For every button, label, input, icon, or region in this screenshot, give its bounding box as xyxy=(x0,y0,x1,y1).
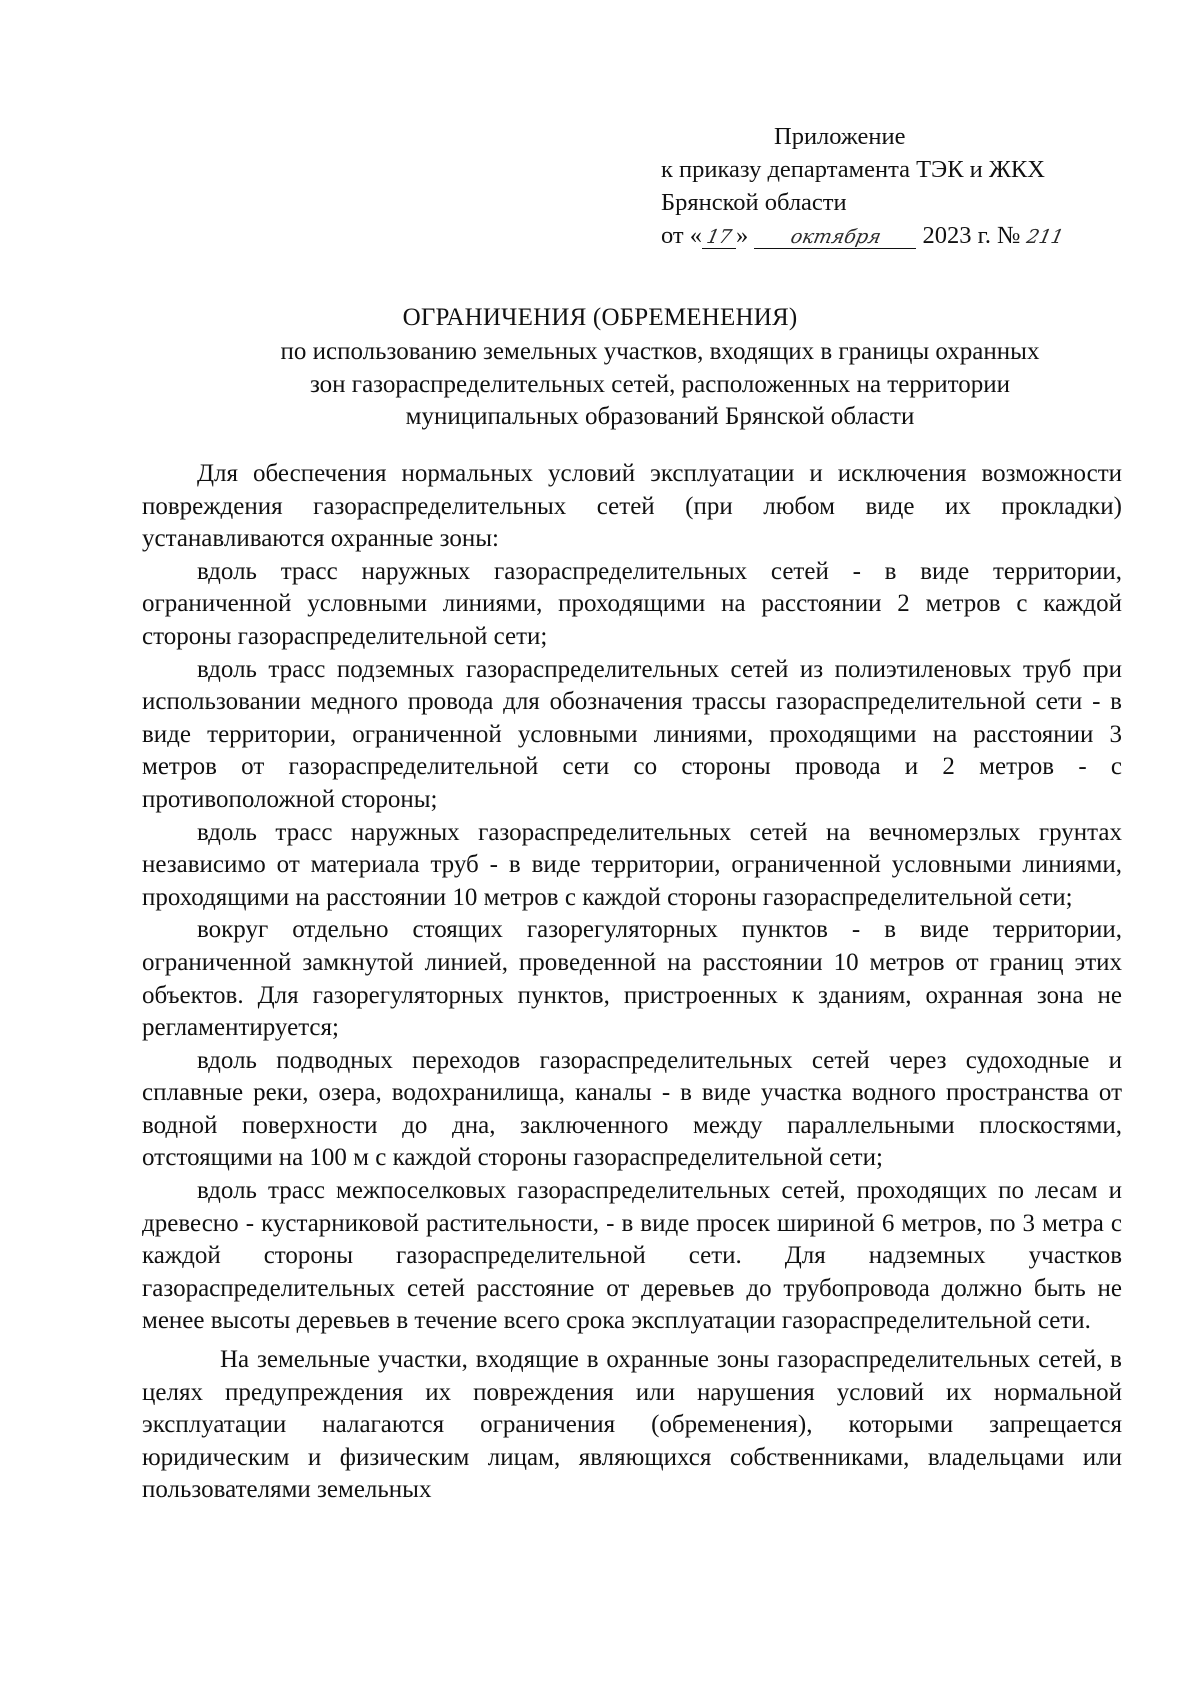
body-paragraph-restrictions: На земельные участки, входящие в охранные зоны газораспределительных сетей, в целях предупреждения их повреждения или нарушения условий их нормальной эксплуатации налагаются ограничения (обременения), которыми запрещается юридическим и физическим лицам, являющихся собственниками, владельцами или пользователями земельных xyxy=(142,1346,1122,1504)
body-paragraph-underground-networks: вдоль трасс подземных газораспределительных сетей из полиэтиленовых труб при использовании медного провода для обозначения трассы газораспределительной сети - в виде территории, ограниченной условными линиями, проходящими на расстоянии 3 метров от газораспределительной сети со стороны провода и 2 метров - с противоположной стороны; xyxy=(142,655,1122,813)
subtitle-line-3: муниципальных образований Брянской области xyxy=(405,403,915,430)
appendix-title: Приложение xyxy=(774,123,906,150)
document-body xyxy=(142,458,1122,1507)
appendix-region-line: Брянской области xyxy=(661,189,847,216)
date-prefix: от « xyxy=(661,222,703,249)
date-day-handwritten: 17 xyxy=(704,226,734,248)
appendix-header xyxy=(661,120,1121,252)
date-month-handwritten: октября xyxy=(788,226,883,248)
body-paragraph-underwater-crossings: вдоль подводных переходов газораспределительных сетей через судоходные и сплавные реки, озера, водохранилища, каналы - в виде участка водного пространства от водной поверхности до дна, заключенного между параллельными плоскостями, отстоящими на 100 м с каждой стороны газораспределительной сети; xyxy=(142,1046,1122,1172)
date-month-field xyxy=(754,225,916,249)
document-subtitle xyxy=(220,336,1100,434)
appendix-date-line xyxy=(661,219,1121,252)
date-day-field xyxy=(702,225,736,249)
body-paragraph-permafrost: вдоль трасс наружных газораспределительных сетей на вечномерзлых грунтах независимо от материала труб - в виде территории, ограниченной условными линиями, проходящими на расстоянии 10 метров с каждой стороны газораспределительной сети; xyxy=(142,818,1122,911)
order-number-handwritten: 211 xyxy=(1024,226,1066,248)
body-paragraph-regulator-points: вокруг отдельно стоящих газорегуляторных пунктов - в виде территории, ограниченной замкнутой линией, проведенной на расстоянии 10 метров от границ этих объектов. Для газорегуляторных пунктов, пристроенных к зданиям, охранная зона не регламентируется; xyxy=(142,916,1122,1042)
date-mid: » xyxy=(736,222,749,249)
body-paragraph-intro: Для обеспечения нормальных условий эксплуатации и исключения возможности повреждения газораспределительных сетей (при любом виде их прокладки) устанавливаются охранные зоны: xyxy=(142,460,1122,553)
body-paragraph-forest-clearings: вдоль трасс межпоселковых газораспределительных сетей, проходящих по лесам и древесно - кустарниковой растительности, - в виде просек шириной 6 метров, по 3 метра с каждой стороны газораспределительной сети. Для надземных участков газораспределительных сетей расстояние от деревьев до трубопровода должно быть не менее высоты деревьев в течение всего срока эксплуатации газораспределительной сети. xyxy=(142,1177,1122,1335)
appendix-order-line: к приказу департамента ТЭК и ЖКХ xyxy=(661,156,1045,183)
order-number-field xyxy=(1024,225,1097,248)
document-title: ОГРАНИЧЕНИЯ (ОБРЕМЕНЕНИЯ) xyxy=(402,304,798,331)
body-paragraph-outer-networks: вдоль трасс наружных газораспределительных сетей - в виде территории, ограниченной условными линиями, проходящими на расстоянии 2 метров с каждой стороны газораспределительной сети; xyxy=(142,557,1122,650)
subtitle-line-2: зон газораспределительных сетей, расположенных на территории xyxy=(309,370,1011,398)
date-year: 2023 г. № xyxy=(922,222,1021,249)
subtitle-line-1: по использованию земельных участков, входящих в границы охранных xyxy=(280,338,1040,365)
